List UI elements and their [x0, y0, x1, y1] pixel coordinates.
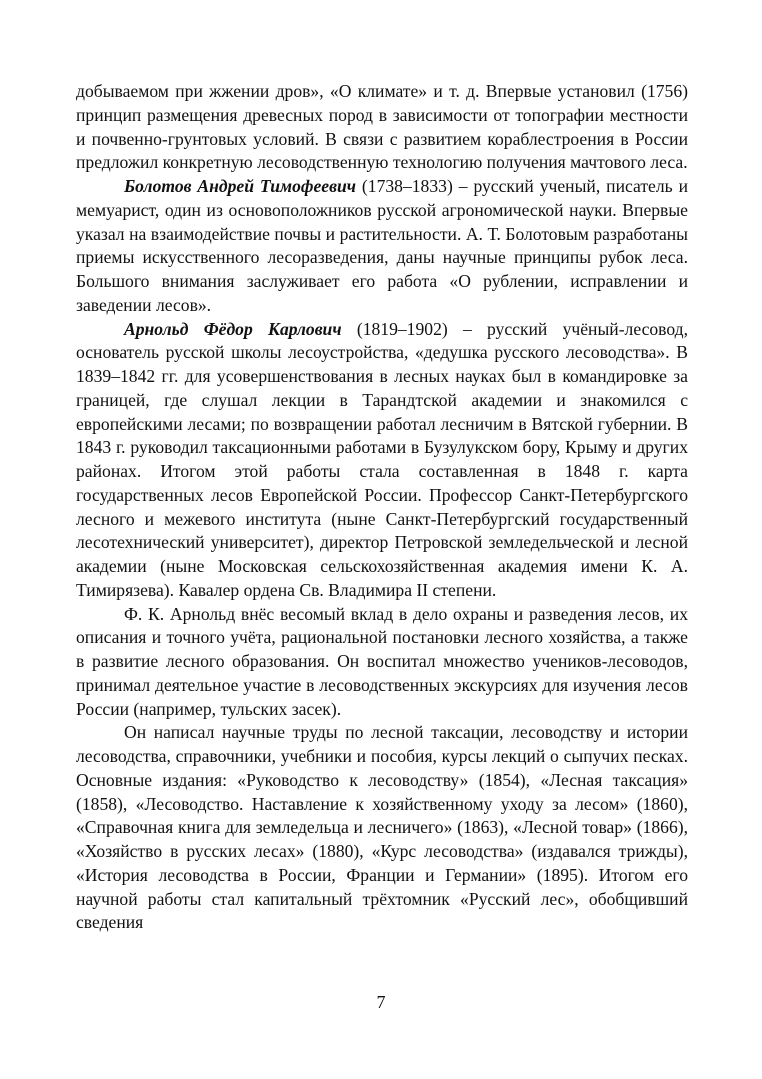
- paragraph-text: Он написал научные труды по лесной таксации, лесоводству и истории лесоводства, справочники, учебники и пособия, курсы лекций о сыпучих песках. Основные издания: «Руководство к лесоводству» (1854), «Лесная таксация» (1858), «Лесоводство. Наставление к хозяйственному уходу за лесом» (1860), «Справочная книга для земледельца и лесничего» (1863), «Лесной товар» (1866), «Хозяйство в русских лесах» (1880), «Курс лесоводства» (издавался трижды), «История лесоводства в России, Франции и Германии» (1895). Итогом его научной работы стал капитальный трёхтомник «Русский лес», обобщивший сведения: [76, 722, 688, 933]
- paragraph-text: добываемом при жжении дров», «О климате» и т. д. Впервые установил (1756) принцип размещения древесных пород в зависимости от топографии местности и почвенно-грунтовых условий. В связи с развитием кораблестроения в России предложил конкретную лесоводственную технологию получения мачтового леса.: [76, 81, 688, 173]
- paragraph-bolotov: [76, 175, 688, 318]
- paragraph-continuation: [76, 80, 688, 175]
- paragraph-text: (1738–1833) – русский ученый, писатель и мемуарист, один из основоположников русской агрономической науки. Впервые указал на взаимодействие почвы и растительности. А. Т. Болотовым разработаны приемы искусственного лесоразведения, даны научные принципы рубок леса. Большого внимания заслуживает его работа «О рублении, исправлении и заведении лесов».: [76, 176, 688, 315]
- page-number: 7: [376, 992, 386, 1012]
- person-name-bolotov: Болотов Андрей Тимофеевич: [124, 176, 356, 196]
- paragraph-text: Ф. К. Арнольд внёс весомый вклад в дело охраны и разведения лесов, их описания и точного учёта, рациональной постановки лесного хозяйства, а также в развитие лесного образования. Он воспитал множество учеников-лесоводов, принимал деятельное участие в лесоводственных экскурсиях для изучения лесов России (например, тульских засек).: [76, 603, 688, 719]
- body-text: [76, 80, 688, 935]
- paragraph-arnold-contribution: [76, 603, 688, 722]
- person-name-arnold: Арнольд Фёдор Карлович: [124, 318, 342, 339]
- paragraph-text: (1819–1902) – русский учёный-лесовод, основатель русской школы лесоустройства, «дедушка русского лесоводства». В 1839–1842 гг. для усовершенствования в лесных науках был в командировке за границей, где слушал лекции в Тарандтской академии и знакомился с европейскими лесами; по возвращении работал лесничим в Вятской губернии. В 1843 г. руководил таксационными работами в Бузулукском бору, Крыму и других районах. Итогом этой работы стала составленная в 1848 г. карта государственных лесов Европейской России. Профессор Санкт-Петербургского лесного и межевого института (ныне Санкт-Петербургский государственный лесотехнический университет), директор Петровской земледельческой и лесной академии (ныне Московская сельскохозяйственная академия имени К. А. Тимирязева). Кавалер ордена Св. Владимира II степени.: [76, 318, 689, 600]
- paragraph-arnold-works: [76, 721, 688, 935]
- paragraph-arnold: [76, 318, 688, 603]
